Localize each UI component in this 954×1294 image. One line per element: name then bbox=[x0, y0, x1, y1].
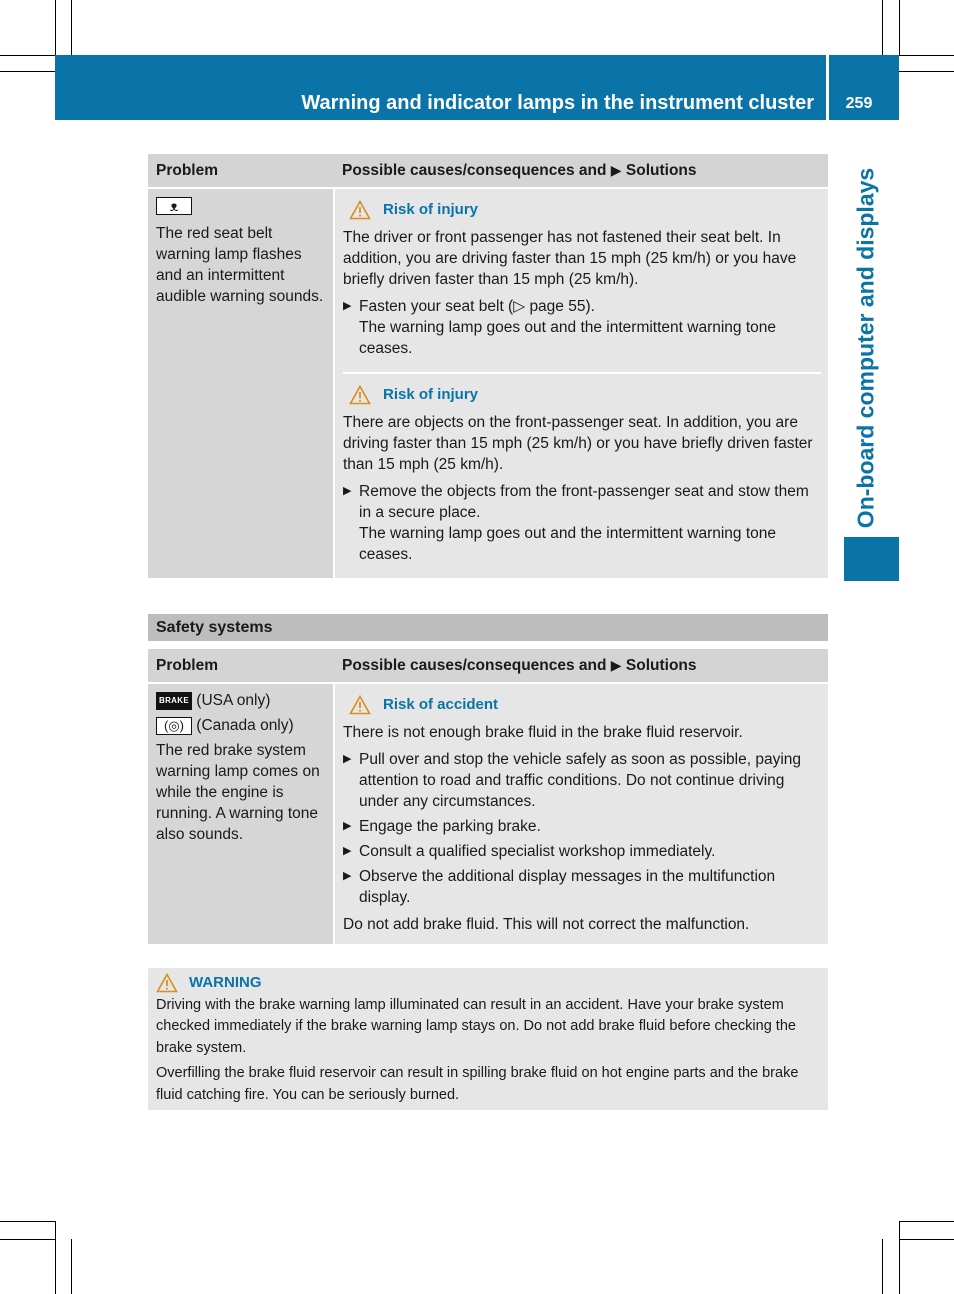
crop-mark bbox=[899, 1239, 954, 1240]
step-arrow-icon: ▶ bbox=[343, 870, 352, 882]
step-result-text: The warning lamp goes out and the intermittent warning tone ceases. bbox=[359, 525, 777, 563]
column-header-solutions bbox=[334, 154, 828, 188]
note-text: Do not add brake fluid. This will not correct the malfunction. bbox=[343, 916, 750, 933]
step-text: Fasten your seat belt (▷ page 55). bbox=[359, 298, 595, 315]
warning-box bbox=[148, 968, 828, 1110]
page-number: 259 bbox=[845, 95, 873, 112]
warning-label: Risk of injury bbox=[383, 386, 479, 403]
cause-text: There is not enough brake fluid in the brake fluid reservoir. bbox=[343, 724, 743, 741]
crop-mark bbox=[71, 1239, 72, 1294]
table-row bbox=[148, 188, 828, 578]
crop-mark bbox=[899, 1221, 900, 1294]
cause-text: The driver or front passenger has not fastened their seat belt. In addition, you are driving faster than 15 mph (25 km/h) or you have briefly driven faster than 15 mph (25 km/h). bbox=[343, 229, 797, 288]
side-tab-label: On-board computer and displays bbox=[852, 167, 879, 529]
table-row bbox=[148, 683, 828, 944]
column-header-solutions bbox=[334, 649, 828, 683]
column-header-problem: Problem bbox=[148, 154, 334, 188]
step-arrow-icon: ▶ bbox=[343, 753, 352, 765]
solution-step bbox=[343, 296, 821, 359]
column-header-text: Possible causes/consequences and bbox=[342, 657, 607, 674]
crop-mark bbox=[882, 1239, 883, 1294]
problem-text: The red seat belt warning lamp flashes and an intermittent audible warning sounds. bbox=[156, 225, 324, 305]
seat-belt-table bbox=[148, 154, 828, 578]
solution-block bbox=[343, 189, 821, 372]
solution-step bbox=[343, 866, 821, 908]
solution-step bbox=[343, 749, 821, 812]
step-text: Remove the objects from the front-passenger seat and stow them in a secure place. bbox=[359, 483, 809, 521]
crop-mark bbox=[55, 0, 56, 55]
warning-triangle-icon bbox=[349, 385, 371, 405]
warning-heading bbox=[349, 199, 821, 220]
solution-cell bbox=[334, 188, 828, 578]
crop-mark bbox=[71, 0, 72, 55]
crop-mark bbox=[899, 55, 954, 56]
step-result-text: The warning lamp goes out and the intermittent warning tone ceases. bbox=[359, 319, 777, 357]
warning-label: Risk of injury bbox=[383, 201, 479, 218]
warning-heading bbox=[349, 694, 821, 715]
warning-triangle-icon bbox=[349, 200, 371, 220]
seat-belt-icon: ᴥ bbox=[156, 197, 192, 215]
page-number-box bbox=[829, 55, 899, 120]
crop-mark bbox=[0, 1221, 55, 1222]
solution-step bbox=[343, 816, 821, 837]
warning-label: WARNING bbox=[189, 974, 262, 991]
arrow-icon: ▶ bbox=[610, 162, 622, 178]
crop-mark bbox=[0, 55, 55, 56]
warning-paragraph: Overfilling the brake fluid reservoir can result in spilling brake fluid on hot engine parts and the brake fluid catching fire. You can be seriously burned. bbox=[156, 1065, 799, 1103]
crop-mark bbox=[55, 1221, 56, 1294]
solution-block bbox=[343, 372, 821, 578]
column-header-text: Possible causes/consequences and bbox=[342, 162, 607, 179]
step-text: Pull over and stop the vehicle safely as soon as possible, paying attention to road and traffic conditions. Do not continue driving under any circumstances. bbox=[359, 751, 802, 810]
side-tab-marker bbox=[844, 537, 899, 581]
arrow-icon: ▶ bbox=[610, 657, 622, 673]
page-title: Warning and indicator lamps in the instrument cluster bbox=[301, 92, 814, 114]
solution-step bbox=[343, 481, 821, 565]
step-text: Observe the additional display messages in the multifunction display. bbox=[359, 868, 776, 906]
warning-triangle-icon bbox=[156, 973, 178, 993]
warning-heading bbox=[156, 972, 821, 994]
warning-heading bbox=[349, 384, 821, 405]
brake-table bbox=[148, 649, 828, 944]
solution-cell bbox=[334, 683, 828, 944]
warning-triangle-icon bbox=[349, 695, 371, 715]
problem-variant: (USA only) bbox=[192, 692, 271, 709]
crop-mark bbox=[899, 71, 954, 72]
column-header-text: Solutions bbox=[625, 657, 697, 674]
problem-cell bbox=[148, 188, 334, 578]
step-arrow-icon: ▶ bbox=[343, 845, 352, 857]
crop-mark bbox=[0, 1239, 55, 1240]
brake-icon: BRAKE bbox=[156, 692, 192, 710]
warning-paragraph: Driving with the brake warning lamp illuminated can result in an accident. Have your brake system checked immediately if the brake warning lamp stays on. Do not add brake fluid before checking the brake system. bbox=[156, 996, 796, 1056]
step-arrow-icon: ▶ bbox=[343, 820, 352, 832]
problem-text: The red brake system warning lamp comes on while the engine is running. A warning tone also sounds. bbox=[156, 742, 320, 843]
warning-label: Risk of accident bbox=[383, 696, 499, 713]
table-header-row bbox=[148, 154, 828, 188]
crop-mark bbox=[899, 0, 900, 55]
step-text: Engage the parking brake. bbox=[359, 818, 541, 835]
brake-circle-icon: (◎) bbox=[156, 717, 192, 735]
crop-mark bbox=[899, 1221, 954, 1222]
header-bar bbox=[55, 55, 826, 120]
problem-variant: (Canada only) bbox=[192, 717, 294, 734]
cause-text: There are objects on the front-passenger seat. In addition, you are driving faster than 15 mph (25 km/h) or you have briefly driven faster than 15 mph (25 km/h). bbox=[343, 414, 813, 473]
column-header-problem: Problem bbox=[148, 649, 334, 683]
section-heading: Safety systems bbox=[148, 614, 828, 641]
step-arrow-icon: ▶ bbox=[343, 485, 352, 497]
column-header-text: Solutions bbox=[625, 162, 697, 179]
step-arrow-icon: ▶ bbox=[343, 300, 352, 312]
crop-mark bbox=[882, 0, 883, 55]
crop-mark bbox=[0, 71, 55, 72]
solution-step bbox=[343, 841, 821, 862]
step-text: Consult a qualified specialist workshop immediately. bbox=[359, 843, 716, 860]
problem-cell bbox=[148, 683, 334, 944]
table-header-row bbox=[148, 649, 828, 683]
solution-block bbox=[343, 684, 821, 944]
